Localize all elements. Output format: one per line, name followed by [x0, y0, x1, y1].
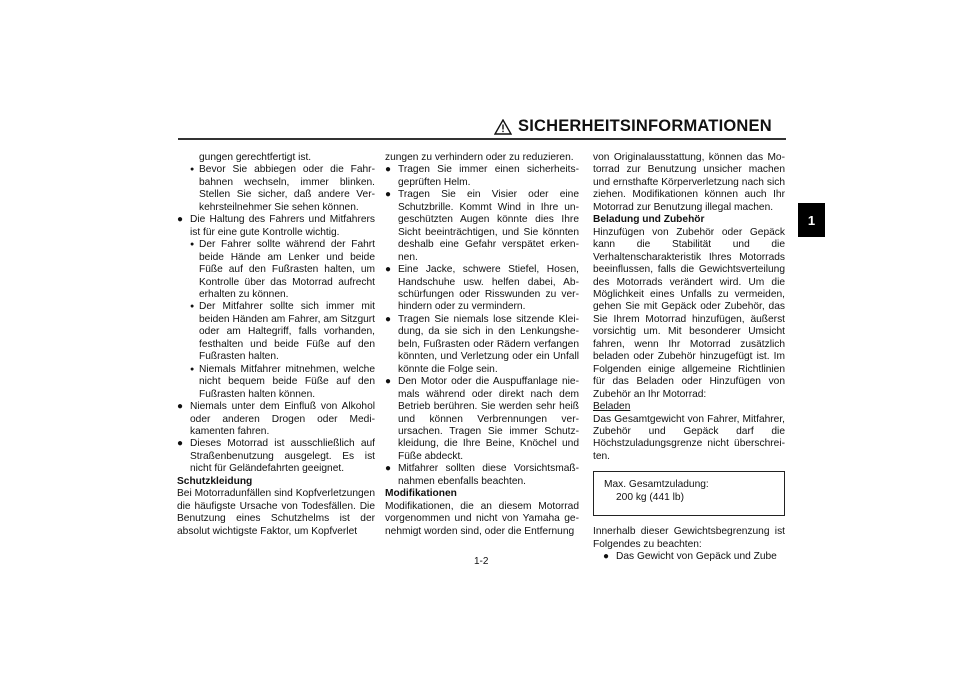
warning-triangle-icon: [494, 119, 512, 135]
sub-bullet: ● Der Fahrer sollte während der Fahrt beide Hände am Lenker und beide Füße auf den Fußrasten halten, um Kontrolle über das Motorrad aufrecht erhalten zu können.: [190, 239, 375, 300]
continued-text: zungen zu verhindern oder zu reduzieren.: [385, 152, 574, 163]
bullet-icon: ●: [190, 365, 195, 373]
page-header: [494, 117, 772, 136]
bullet-icon: ●: [177, 401, 184, 413]
sub-bullet: ● Der Mitfahrer sollte sich immer mit beiden Händen am Fahrer, am Sitzgurt oder am Haltegriff, falls vorhanden, festhalten und beide Füße auf den Fußrasten halten.: [190, 301, 375, 363]
bullet-icon: ●: [385, 264, 392, 276]
max-load-box: [593, 471, 785, 516]
bullet-icon: ●: [385, 463, 392, 475]
bullet-icon: ●: [603, 551, 610, 563]
bullet-item: ● Tragen Sie ein Visier oder eine Schutzbrille. Kommt Wind in Ihre ungeschützten Augen könnte dies Ihre Sicht beeinträchtigen, und Sie könnten deshalb eine Gefahr verspätet erkennen.: [385, 189, 579, 263]
sub-bullet: ● Bevor Sie abbiegen oder die Fahrbahnen wechseln, immer blinken. Stellen Sie sicher, daß andere Verkehrsteilnehmer Sie sehen können.: [190, 164, 375, 213]
paragraph: Modifikationen, die an diesem Motorrad vorgenommen und nicht von Yamaha genehmigt worden sind, oder die Entfernung: [385, 500, 579, 537]
max-load-label: Max. Gesamtzuladung:: [604, 479, 709, 491]
section-heading: Schutzkleidung: [177, 475, 253, 487]
bullet-icon: ●: [385, 189, 392, 201]
page-title: SICHERHEITSINFORMATIONEN: [518, 117, 772, 135]
bullet-item: ● Eine Jacke, schwere Stiefel, Hosen, Handschuhe usw. helfen dabei, Abschürfungen oder Risswunden zu verhindern oder zu vermindern.: [385, 264, 579, 313]
paragraph: von Originalausstattung, können das Motorrad zur Benutzung unsicher machen und ernsthafte Körperverletzung nach sich ziehen. Modifikationen können auch Ihr Motorrad zur Benutzung illegal machen.: [593, 152, 785, 213]
paragraph: Bei Motorradunfällen sind Kopfverletzungen die häufigste Ursache von Todesfällen. Die Benutzung eines Schutzhelms ist der absolut wichtigste Faktor, um Kopfverlet: [177, 488, 375, 537]
bullet-icon: ●: [190, 303, 195, 311]
bullet-icon: ●: [385, 376, 392, 388]
chapter-tab: 1: [798, 203, 825, 237]
column-1: [177, 152, 375, 538]
column-2: [385, 152, 579, 538]
column-3: [593, 152, 785, 564]
bullet-item: ● Den Motor oder die Auspuffanlage niemals während oder direkt nach dem Betrieb berühren. Sie werden sehr heiß und können Verbrennungen verursachen. Tragen Sie immer Schutzkleidung, die Ihre Beine, Knöchel und Füße abdeckt.: [385, 376, 579, 462]
bullet-item: ● Niemals unter dem Einfluß von Alkohol oder anderen Drogen oder Medikamenten fahren.: [177, 401, 375, 437]
bullet-icon: ●: [385, 313, 392, 325]
section-heading: Modifikationen: [385, 488, 457, 500]
subheading: Beladen: [593, 401, 631, 413]
bullet-icon: ●: [177, 438, 184, 450]
sub-bullet: ● Niemals Mitfahrer mitnehmen, welche nicht bequem beide Füße auf den Fußrasten halten können.: [190, 363, 375, 400]
bullet-icon: ●: [190, 166, 195, 174]
bullet-item: ● Die Haltung des Fahrers und Mitfahrers ist für eine gute Kontrolle wichtig.: [177, 214, 375, 238]
paragraph: Das Gesamtgewicht von Fahrer, Mitfahrer, Zubehör und Gepäck darf die Höchstzuladungsgrenze nicht überschreiten.: [593, 413, 785, 462]
bullet-icon: ●: [190, 241, 195, 249]
bullet-item: ● Tragen Sie immer einen sicherheitsgeprüften Helm.: [385, 164, 579, 188]
bullet-icon: ●: [385, 164, 392, 176]
bullet-item: ● Mitfahrer sollten diese Vorsichtsmaßnahmen ebenfalls beachten.: [385, 463, 579, 487]
paragraph: Innerhalb dieser Gewichtsbegrenzung ist Folgendes zu beachten:: [593, 526, 785, 550]
bullet-icon: ●: [177, 214, 184, 226]
section-heading: Beladung und Zubehör: [593, 214, 705, 226]
continued-text: gungen gerechtfertigt ist.: [199, 152, 312, 163]
max-load-value: 200 kg (441 lb): [616, 491, 684, 503]
bullet-item: ● Dieses Motorrad ist ausschließlich auf Straßenbenutzung ausgelegt. Es ist nicht für Geländefahrten geeignet.: [177, 438, 375, 475]
page-number: 1-2: [474, 556, 489, 567]
paragraph: Hinzufügen von Zubehör oder Gepäck kann die Stabilität und die Verhaltenscharakteristik Ihres Motorrads beeinflussen, falls die Gewichtsverteilung des Motorrads verändert wird. Um die Möglichkeit eines Unfalls zu vermeiden, gehen Sie mit Gepäck oder Zubehör, das Sie Ihrem Motorrad hinzufügen, äußerst vorsichtig um. Mit besonderer Umsicht fahren, wenn Ihr Motorrad zusätzlich beladen oder Zubehör hinzugefügt ist. Im Folgenden einige allgemeine Richtlinien für das Beladen oder Hinzufügen von Zubehör an Ihr Motorrad:: [593, 226, 785, 400]
bullet-item: ● Tragen Sie niemals lose sitzende Kleidung, da sie sich in den Lenkungshebeln, Fußrasten oder Rädern verfangen könnten, und Verletzung oder ein Unfall könnte die Folge sein.: [385, 313, 579, 375]
bullet-item: ● Das Gewicht von Gepäck und Zube: [603, 551, 777, 563]
header-rule: [178, 138, 786, 140]
